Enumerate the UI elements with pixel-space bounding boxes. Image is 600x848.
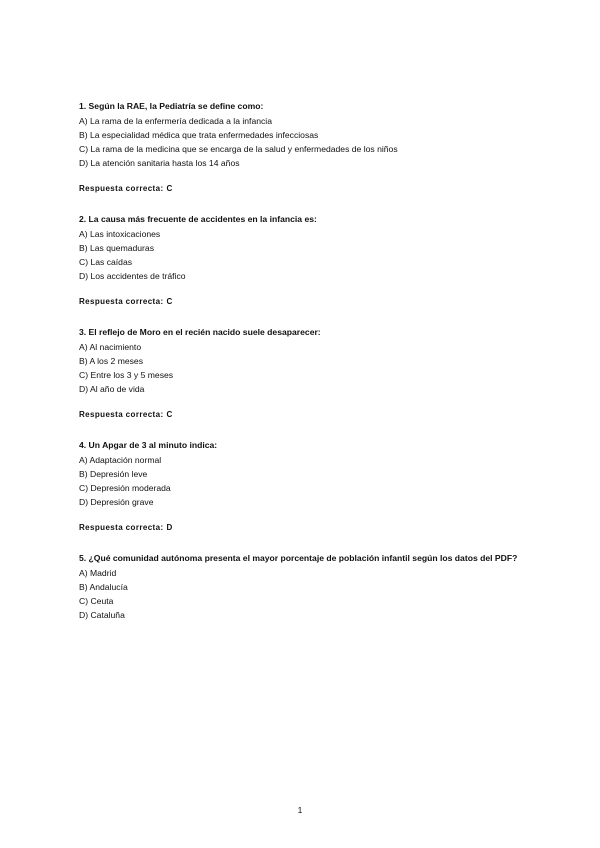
question-4 — [79, 440, 529, 532]
correct-answer — [79, 410, 529, 419]
option-c: C) Las caídas — [79, 257, 133, 267]
question-title: 4. Un Apgar de 3 al minuto indica: — [79, 440, 218, 450]
option-a: A) Adaptación normal — [79, 455, 162, 465]
answer-value: C — [166, 184, 173, 193]
question-3 — [79, 327, 529, 419]
option-d: D) La atención sanitaria hasta los 14 años — [79, 158, 240, 168]
option-d: D) Al año de vida — [79, 384, 145, 394]
option-b: B) Las quemaduras — [79, 243, 154, 253]
question-title: 2. La causa más frecuente de accidentes en la infancia es: — [79, 214, 317, 224]
answer-label: Respuesta correcta: — [79, 297, 164, 306]
option-d: D) Cataluña — [79, 610, 125, 620]
question-2 — [79, 214, 529, 306]
answer-value: D — [166, 523, 173, 532]
option-b: B) A los 2 meses — [79, 356, 144, 366]
option-b: B) Andalucía — [79, 582, 128, 592]
answer-label: Respuesta correcta: — [79, 184, 164, 193]
question-1 — [79, 101, 529, 193]
question-list — [79, 101, 529, 624]
answer-value: C — [166, 297, 173, 306]
option-c: C) Depresión moderada — [79, 483, 171, 493]
option-b: B) La especialidad médica que trata enfermedades infecciosas — [79, 130, 319, 140]
option-a: A) Las intoxicaciones — [79, 229, 161, 239]
correct-answer — [79, 297, 529, 306]
option-c: C) Entre los 3 y 5 meses — [79, 370, 174, 380]
answer-label: Respuesta correcta: — [79, 523, 164, 532]
question-5 — [79, 553, 529, 620]
answer-label: Respuesta correcta: — [79, 410, 164, 419]
correct-answer — [79, 523, 529, 532]
page-number: 1 — [297, 805, 303, 815]
option-d: D) Los accidentes de tráfico — [79, 271, 186, 281]
question-title: 1. Según la RAE, la Pediatría se define como: — [79, 101, 264, 111]
option-b: B) Depresión leve — [79, 469, 148, 479]
question-title: 3. El reflejo de Moro en el recién nacido suele desaparecer: — [79, 327, 321, 337]
option-c: C) Ceuta — [79, 596, 114, 606]
question-title: 5. ¿Qué comunidad autónoma presenta el mayor porcentaje de población infantil según los datos del PDF? — [79, 553, 518, 563]
correct-answer — [79, 184, 529, 193]
option-d: D) Depresión grave — [79, 497, 154, 507]
option-a: A) Al nacimiento — [79, 342, 142, 352]
option-a: A) Madrid — [79, 568, 117, 578]
option-c: C) La rama de la medicina que se encarga de la salud y enfermedades de los niños — [79, 144, 398, 154]
option-a: A) La rama de la enfermería dedicada a la infancia — [79, 116, 272, 126]
answer-value: C — [166, 410, 173, 419]
